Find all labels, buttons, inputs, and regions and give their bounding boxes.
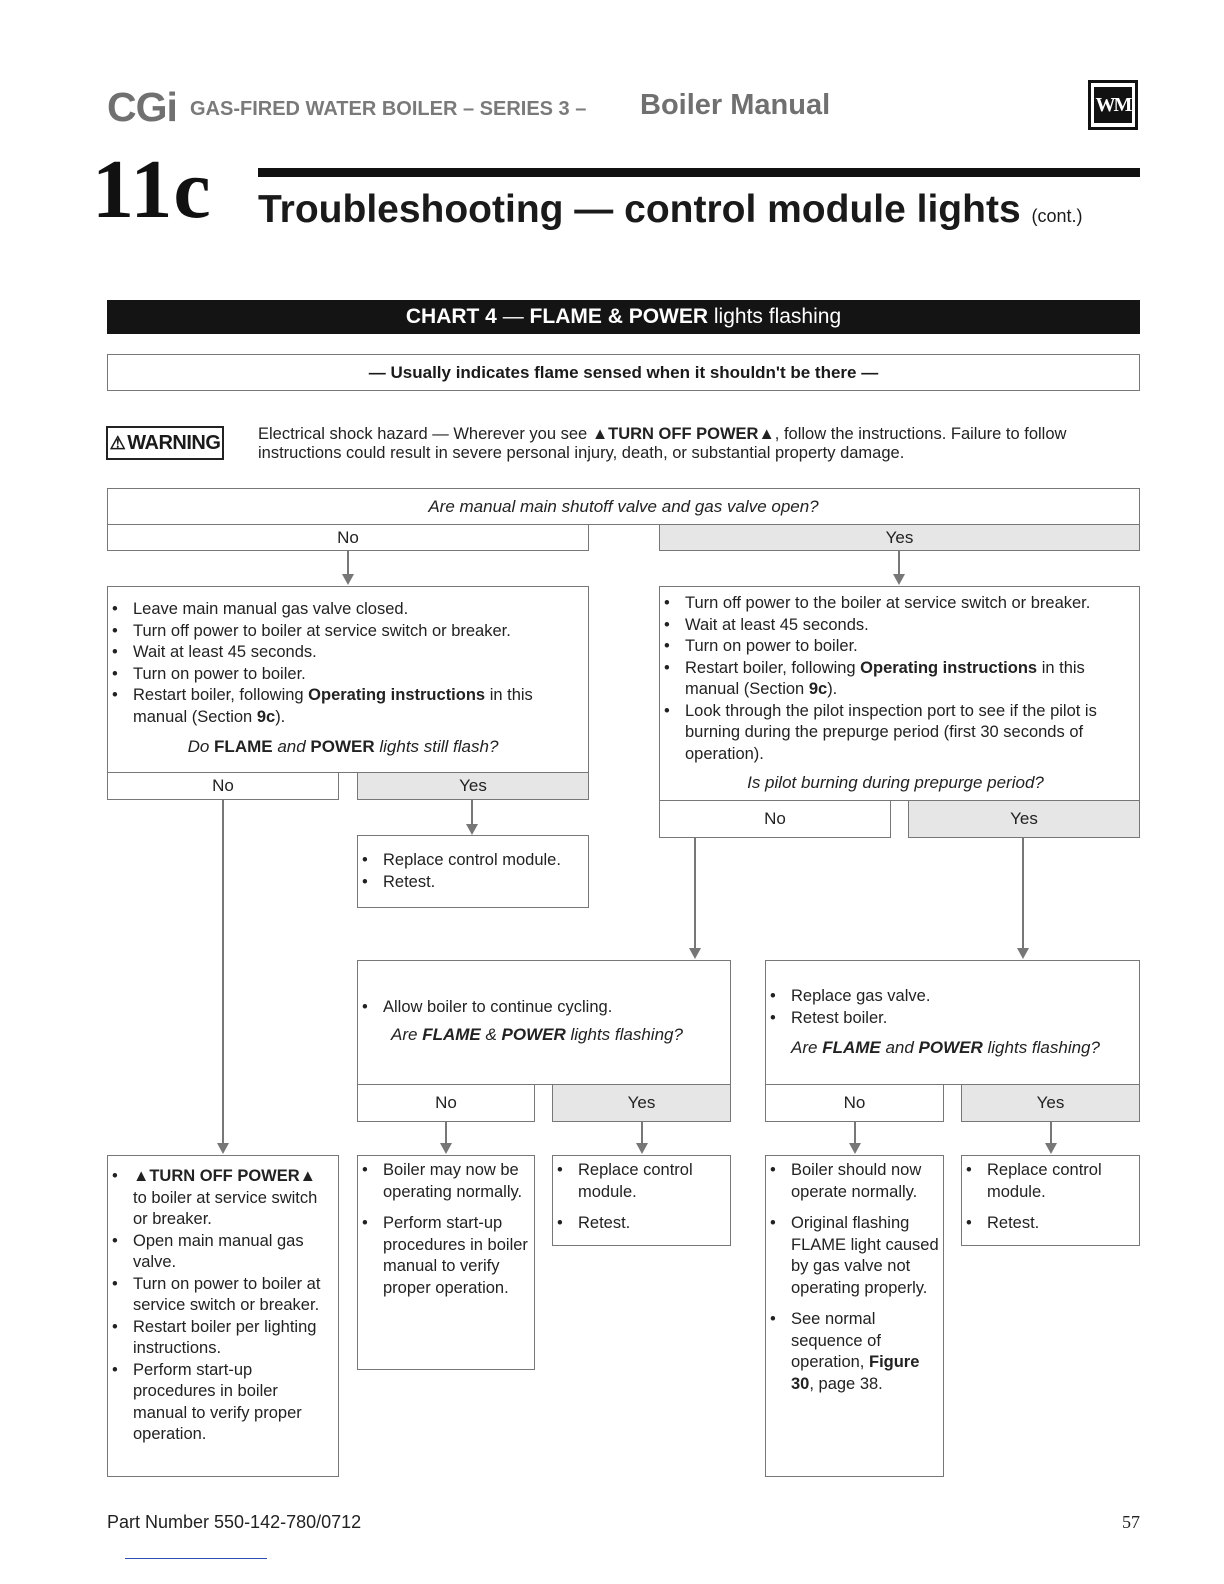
chart-indicates: — Usually indicates flame sensed when it shouldn't be there — (107, 354, 1140, 391)
connector (1050, 1122, 1052, 1144)
chart-label-lights: FLAME & POWER (529, 305, 709, 328)
arrow-down-icon (217, 1143, 229, 1154)
connector (445, 1122, 447, 1144)
list-item: • Retest. (358, 872, 582, 894)
arrow-down-icon (1045, 1143, 1057, 1154)
warning-text (258, 425, 1143, 463)
list-item: • Retest boiler. (766, 1008, 1133, 1030)
answer-yes-still-flash: Yes (357, 772, 589, 800)
list-item: • See normal sequence of operation, Figure 30, page 38. (766, 1309, 939, 1395)
list-item: • Wait at least 45 seconds. (660, 615, 1131, 637)
box-final-replace-module-2 (961, 1155, 1140, 1246)
list-item: • Restart boiler, following Operating instructions in this manual (Section 9c). (660, 658, 1131, 701)
warning-text-after: , follow the instructions. Failure to follow instructions could result in severe personal injury, death, or substantial property damage. (258, 425, 1067, 462)
page-title (258, 188, 1083, 232)
list-item: • Look through the pilot inspection port to see if the pilot is burning during the prepurge period (first 30 seconds of operation). (660, 701, 1131, 766)
answer-no-gas: No (765, 1084, 944, 1122)
chart-dash: — (496, 305, 530, 328)
arrow-down-icon (1017, 948, 1029, 959)
list-item: • Restart boiler, following Operating instructions in this manual (Section 9c). (108, 685, 578, 728)
warning-text-before: Electrical shock hazard — Wherever you see (258, 425, 592, 443)
arrow-down-icon (440, 1143, 452, 1154)
answer-yes-pilot: Yes (908, 800, 1140, 838)
box-valves-closed (107, 586, 589, 773)
list-item: • Open main manual gas valve. (108, 1231, 334, 1274)
question-allow-flashing: Are FLAME & POWER lights flashing? (391, 1024, 683, 1044)
box-replace-module (357, 835, 589, 908)
connector (694, 838, 696, 949)
chart-title-bar (107, 300, 1140, 334)
page-number: 57 (1122, 1512, 1140, 1532)
box-valves-open (659, 586, 1140, 801)
list-item: • Restart boiler per lighting instructions. (108, 1317, 334, 1360)
list-item: • Boiler may now be operating normally. (358, 1160, 530, 1203)
box-final-operating-normally (357, 1155, 535, 1370)
page-title-text: Troubleshooting — control module lights (258, 188, 1021, 231)
list-item: • Turn on power to boiler. (660, 636, 1131, 658)
warning-triangle-icon: ⚠ (109, 432, 126, 453)
warning-badge (106, 426, 224, 460)
answer-yes-valves: Yes (659, 524, 1140, 551)
list-item: • Allow boiler to continue cycling. (358, 997, 724, 1019)
arrow-down-icon (849, 1143, 861, 1154)
question-gas-flashing: Are FLAME and POWER lights flashing? (791, 1038, 1100, 1057)
list-item: • Wait at least 45 seconds. (108, 642, 578, 664)
brand-logo-text: CGi (107, 84, 177, 130)
warning-badge-label: WARNING (127, 431, 221, 454)
box-final-replace-module-1 (552, 1155, 731, 1246)
answer-no-allow: No (357, 1084, 535, 1122)
question-valves: Are manual main shutoff valve and gas valve open? (428, 496, 819, 516)
connector (222, 800, 224, 1144)
list-item: • Boiler should now operate normally. (766, 1160, 939, 1203)
connector (471, 800, 473, 825)
list-item: • Retest. (962, 1213, 1135, 1235)
list-item: • Replace control module. (358, 850, 582, 872)
warning-turn-off: ▲TURN OFF POWER▲ (591, 425, 775, 443)
list-item: • Turn off power to boiler at service switch or breaker. (108, 621, 578, 643)
connector (641, 1122, 643, 1144)
question-still-flash: Do FLAME and POWER lights still flash? (187, 737, 499, 756)
box-final-should-operate (765, 1155, 944, 1477)
arrow-down-icon (636, 1143, 648, 1154)
list-item: • Replace control module. (962, 1160, 1135, 1203)
list-item: • Turn on power to boiler at service switch or breaker. (108, 1274, 334, 1317)
list-item: • Replace control module. (553, 1160, 726, 1203)
connector (898, 551, 900, 575)
chart-label-rest: lights flashing (708, 305, 842, 328)
connector (854, 1122, 856, 1144)
connector (347, 551, 349, 575)
arrow-down-icon (893, 574, 905, 585)
arrow-down-icon (342, 574, 354, 585)
list-item: • Replace gas valve. (766, 986, 1133, 1008)
question-valves-box (107, 488, 1140, 525)
list-item: • Leave main manual gas valve closed. (108, 599, 578, 621)
footer-rule (125, 1558, 267, 1559)
arrow-down-icon (466, 824, 478, 835)
list-item: • Turn on power to boiler. (108, 664, 578, 686)
question-pilot-burning: Is pilot burning during prepurge period? (747, 773, 1044, 792)
answer-no-pilot: No (659, 800, 891, 838)
arrow-down-icon (689, 948, 701, 959)
list-item: • Retest. (553, 1213, 726, 1235)
logo-mark: WM (1094, 87, 1132, 123)
connector (1022, 838, 1024, 949)
chart-label: CHART 4 (405, 305, 497, 328)
box-allow-cycling (357, 960, 731, 1085)
header-subtitle: GAS-FIRED WATER BOILER – SERIES 3 – (190, 98, 587, 120)
list-item: • Original flashing FLAME light caused by gas valve not operating properly. (766, 1213, 939, 1299)
list-item: • Perform start-up procedures in boiler manual to verify proper operation. (358, 1213, 530, 1299)
section-number: 11c (92, 143, 212, 236)
answer-yes-gas: Yes (961, 1084, 1140, 1122)
header-manual: Boiler Manual (640, 89, 831, 121)
part-number: Part Number 550-142-780/0712 (107, 1512, 362, 1532)
answer-no-valves: No (107, 524, 589, 551)
answer-no-still-flash: No (107, 772, 339, 800)
list-item: • Perform start-up procedures in boiler manual to verify proper operation. (108, 1360, 334, 1446)
weil-mclain-logo (1088, 80, 1138, 130)
list-item: • Turn off power to the boiler at service switch or breaker. (660, 593, 1131, 615)
box-final-valves-closed (107, 1155, 339, 1477)
answer-yes-allow: Yes (552, 1084, 731, 1122)
page-title-cont: (cont.) (1031, 206, 1083, 226)
list-item: • ▲TURN OFF POWER▲ to boiler at service switch or breaker. (108, 1166, 334, 1231)
section-rule (258, 168, 1140, 177)
box-replace-gas-valve (765, 960, 1140, 1085)
